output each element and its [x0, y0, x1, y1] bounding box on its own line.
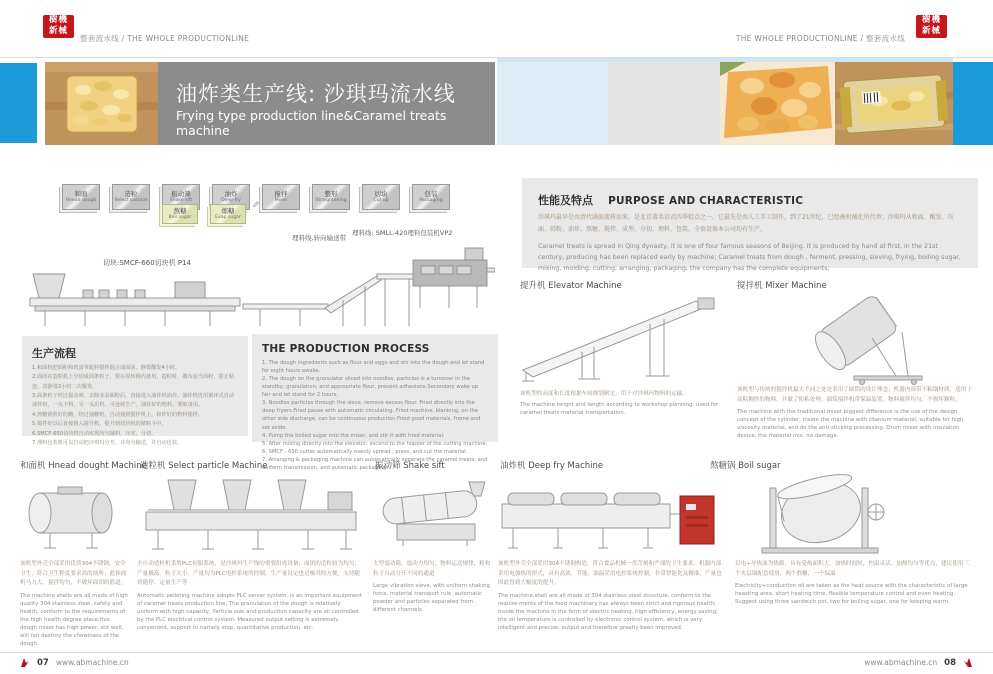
banner-title-panel: [158, 62, 495, 145]
process-step: 5. After mixing directly into the elevator, ascend to the hopper of the cutting machine.: [262, 440, 488, 447]
dough-machine-desc: [20, 560, 128, 648]
sieve-machine-desc: [373, 560, 493, 614]
pellet-desc-en: Automatic pelleting machine adopts PLC server system, is an important equipment of caramel treats production line; The granulation of the dough is relatively uniform with high capacity, Particle size and production capacity are all controlled by the PLC electrical control system. Measured output setting is extremely convenient, support to namely stop, quantitative production, etc.: [137, 592, 362, 631]
flow-step-cn: — 整形: [324, 189, 338, 198]
purpose-box: [522, 178, 978, 273]
flow-step-box: [62, 184, 100, 210]
pellet-machine-label: 造粒机 Select particle Machine: [140, 461, 268, 471]
process-step: 7. Arranging & packaging machine can automatically separate the caramel treats, and uniform transmission, and automatic packaging.: [262, 456, 488, 471]
header-tagline-right: THE WHOLE PRODUCTIONLINE / 整套流水线: [735, 34, 905, 43]
footer-divider: [0, 652, 993, 653]
banner-lightgray-block: [608, 62, 720, 145]
footer-left: [20, 657, 129, 668]
header-tagline-left: 整套流水线 / THE WHOLE PRODUCTIONLINE: [80, 34, 250, 43]
mixer-desc-en: The machine with the traditional mixer biggest difference is the use of the design concept of the cylinder; Inside the machine with titanium material, suitable for high viscosity material, and do the anti-sticking processing. Drum mixer with insulation device, the material mix, no damage.: [737, 409, 964, 440]
pellet-machine-desc: [137, 560, 363, 632]
banner-photo-closeup: [720, 62, 835, 145]
process-step: 4. Pump the boiled sugar into the mixer, and stir it with fried material.: [262, 432, 445, 439]
flow-step-cn: — 造粒: [124, 189, 138, 198]
banner-blue-block-left: [0, 63, 37, 143]
brand-seal-logo-right: [916, 15, 947, 38]
flow-step-box: [112, 184, 150, 210]
mixer-machine-label: 搅拌机 Mixer Machine: [737, 281, 827, 291]
website-right: www.abmachine.cn: [864, 658, 938, 667]
seal-row1: 樹機: [921, 15, 941, 25]
boiler-desc-en: Electricity+conduction oil are taken as the heat source with the characteristic of large heasting area, short heating time, flexible temperature control and even heating. Suggest using three sandwich pot, two for boiling sugar, one for keeping warm.: [735, 583, 968, 606]
page-subtitle: Frying type production line&Caramel treats machine: [176, 108, 447, 139]
flow-step-cn: — 切块: [374, 189, 388, 198]
production-line-drawing: [25, 238, 495, 334]
banner-photo-package: [835, 62, 953, 145]
process-step: 6. SMCF - 650 cutter automatically evenly spread , press, and cut the material.: [262, 448, 468, 455]
process-step: 7.理料包装机可以自动把沙琪玛分开，并均匀输送，并自动包装。: [32, 439, 183, 446]
process-step: 3.面条粒子经过振动筛，去除多余面粉后，直接进入油炸机油炸。油炸机选用循环式自动油炸机，一头下料，另一头出料，可连续生产。油炸好的物料，要晾备用。: [32, 393, 235, 409]
seal-row2: 新械: [48, 26, 68, 36]
flow-step-cn: — 油炸: [224, 189, 238, 198]
elevator-machine-label: 提升机 Elevator Machine: [520, 281, 622, 291]
flow-step-en: Cut up: [373, 197, 389, 203]
sieve-desc-cn: 大型震动筛，震动力均匀，物料运送规律，粉和粒子自动分开不同的通道: [373, 561, 491, 577]
sieve-machine-image: [373, 476, 493, 552]
process-steps-en: [262, 359, 488, 472]
flow-step-box: [362, 184, 400, 210]
production-process-box-cn: [22, 336, 248, 446]
dough-machine-label: 和面机 Hnead dought Machine: [20, 461, 147, 471]
flow-step-en: Select particle: [114, 197, 148, 203]
purpose-title: [538, 189, 962, 208]
process-steps-cn: [32, 364, 238, 448]
flow-step-cn: 和面: [74, 189, 88, 198]
flow-step-cn: — 包装: [424, 189, 438, 198]
process-step: 6.SMCF-650切块机自动实现均匀铺料，压实，分切。: [32, 430, 157, 437]
flow-step-en: Mixer: [274, 197, 288, 203]
package-photo-art: [835, 62, 953, 145]
flow-step-en: Packaging: [419, 197, 443, 203]
boiler-desc-cn: 以电+导热油为热源，具有受热面积大，加热时间短，控温灵活，加热均匀等优点，建议使用三个夹层锅配套使用，两个熬糖，一个保温: [735, 561, 970, 577]
purpose-title-en: PURPOSE AND CHARACTERISTIC: [608, 195, 804, 207]
flow-substep-en: Boil sugar: [168, 214, 192, 220]
closeup-photo-art: [720, 62, 835, 145]
flow-step-en: Shake sift: [169, 197, 193, 203]
fryer-machine-image: [498, 474, 726, 558]
diagram-label-cutter: 切块:SMCF-660切块机 P14: [103, 259, 191, 267]
mixer-machine-image: [800, 290, 940, 390]
process-step: 1.和面机把面粉和鸡蛋等配料搅拌混合成面团，静置醒发4小时。: [32, 365, 181, 371]
fryer-desc-en: The machine shell are all made of 304 stainless steel structure, conform to the require-ments of the food machinery has always been strict and rigorous health; Inside the machine in the form of electric heating, high efficiency, energy saving; the oil temperature is controlled by electronic control system, which is very intelligent and precise, output and therefore greatly been improved.: [498, 592, 718, 631]
seal-row2: 新械: [921, 26, 941, 36]
process-step: 5.搅拌好以后直接倒入提升机，提升到切块机的储料斗中。: [32, 421, 167, 428]
page-number-left: 07: [37, 657, 49, 668]
flow-substep-en: Evap sugar: [215, 214, 241, 220]
dough-machine-image: [22, 478, 122, 557]
flow-step-en: Deep fry: [221, 197, 241, 203]
process-step: 1. The dough ingredients such as flour and eggs and stir into the dough and let stand for eight hours awake.: [262, 360, 485, 375]
boiler-machine-image: [742, 466, 902, 562]
pencil-icon: ✎: [252, 201, 260, 211]
pellet-desc-cn: 全自动造粒机采用PLC伺服系统，是沙琪玛生产线的重要组成设备；面团的造粒较为均匀，产量极高。粒子大小、产量均为PLC电控系统所控制。生产量设定也是极其的方便，支持随到随停、定量生产等: [137, 561, 360, 586]
banner-photo-sachima: [45, 62, 158, 145]
flow-step-cn: — 振动筛: [171, 189, 191, 198]
fryer-machine-desc: [498, 560, 726, 632]
flow-step-en: Hnead dough: [65, 197, 97, 203]
pellet-machine-image: [138, 472, 363, 558]
footer-right: [864, 657, 973, 668]
flow-substep-cn: 熬糖: [173, 206, 187, 215]
flow-step-box: [262, 184, 300, 210]
brand-seal-logo-left: [43, 15, 74, 38]
flow-sub-steps: [162, 204, 246, 224]
process-title-cn: 生产流程: [32, 347, 76, 360]
elevator-desc-cn: 该机型的高度和长度根据车间规划制定，用于对沙琪玛物料的运输。: [520, 391, 688, 397]
process-title-en: THE PRODUCTION PROCESS: [262, 343, 430, 355]
flow-step-cn: — 搅拌: [274, 189, 288, 198]
dough-desc-en: The machine shells are all made of high quality 304 stainless steel, safety and health, conform to the requirements of the high health degree place;this dough mixer has high power, stir well, will not destroy the chewiness of the dough.: [20, 592, 128, 648]
flow-step-box: [312, 184, 350, 210]
flow-substep-box: [210, 204, 246, 224]
flow-step-en: Straightening: [315, 197, 347, 203]
diagram-label-pack: 理料线: SMLL-420理料包装机VP2: [352, 229, 453, 237]
purpose-body-en: Caramel treats is spread in Qing dynasty, it is one of four famous seasons of Beijing. It is produced by hand at first, in the 21st century, producing has been replaced early by machine; Caramel treats from dough , ferment, pressing, sieving, frying, boiling sugar, mixing, molding, cutting, arranging, packaging, the company has the complete equipments;: [538, 243, 961, 273]
boiler-machine-label: 熬糖锅 Boil sugar: [710, 461, 781, 471]
fryer-desc-cn: 该机型外壳全部采用304不锈钢构造，符合食品机械一贯苛刻和严谨的卫生要求。机器内部采用电加热的形式，具有高效、节能；油温采用电控系统控制，非常智能化及精准，产量也因此得到大幅度的提升。: [498, 561, 722, 586]
seal-row1: 樹機: [48, 15, 68, 25]
page-number-right: 08: [944, 657, 956, 668]
flow-substep-box: [162, 204, 198, 224]
banner-blue-block-right: [953, 62, 993, 145]
sieve-desc-en: Large vibration sieve, with uniform shaking force, material transport rule, automatic powder and particles separated from different channels.: [373, 583, 490, 614]
banner-lightblue-block: [497, 62, 608, 145]
page-title: 油炸类生产线: 沙琪玛流水线: [176, 82, 456, 106]
elevator-machine-image: [520, 292, 725, 388]
footer-swoosh-icon: [963, 657, 973, 668]
dough-desc-cn: 该机型外壳全部采用优质304不锈钢，安全卫生，符合卫生程度要求高的场所；此和面机马力大、搅拌均匀，不破坏面团的筋道。: [20, 561, 127, 586]
process-step: 2.面团在造粒机上分切成面条粒子，要在周转箱内备用。造粒时，撒布适当面粉，防止粘连，其静置2小时二次醒发。: [32, 374, 235, 390]
flow-substep-cn: — 炼糖: [221, 206, 235, 215]
sachima-photo-art: [45, 62, 158, 145]
footer-swoosh-icon: [20, 657, 30, 668]
process-step: 2. The dough on the granulator sliced into noodles, particles is a turnover in the standby, granulation, and appropriate flour, prevent adhesions.Secondary wake up fair and let stand for 2 hours.: [262, 376, 479, 399]
elevator-desc-en: The machine height and length according to workshop planning, used for caramel treats material transportation.: [520, 402, 719, 417]
boiler-machine-desc: [735, 560, 973, 606]
purpose-title-cn: 性能及特点: [538, 194, 593, 207]
flow-step-box: [412, 184, 450, 210]
fryer-machine-label: 油炸机 Deep fry Machine: [500, 461, 604, 471]
purpose-body-cn: 沙琪玛最早是由清代满族流传而来，是北京著名京式四季糕点之一。它最先是由人工手工制作，到了21世纪，已经被机械化所代替；沙琪玛从和面、醒发、压面、筛粉、油炸、熬糖、搅拌、成型、分切、理料、包装，全套设备本公司均有生产。: [538, 214, 954, 233]
diagram-label-turn: 理料线.转向输送带: [292, 234, 347, 242]
process-step: 3. Noodles particles through the sieve, remove excess flour. Fried directly into the deep fryers.Fried pause with automatic circulating. Fried machine, blanking, on the other side discharge, can be continuous production.Fried good materials, frame and set aside.: [262, 400, 481, 431]
mixer-desc-cn: 该机型与传统的搅拌机最大不同之处是采用了圆筒的设计理念；机器内部带不粘锅材质，适用于高粘稠性的物料，并做了防粘处理。圆筒搅拌机带保温装置，物料搅拌均匀，不损坏颗粒。: [737, 387, 972, 403]
website-left: www.abmachine.cn: [55, 658, 129, 667]
sieve-machine-label: 振动筛 Shake sift: [375, 461, 445, 471]
process-step: 4.熬糖锅熬好的糖，经过抽糖机，自动抽到搅拌机上，和炸好的物料搅拌。: [32, 411, 203, 418]
